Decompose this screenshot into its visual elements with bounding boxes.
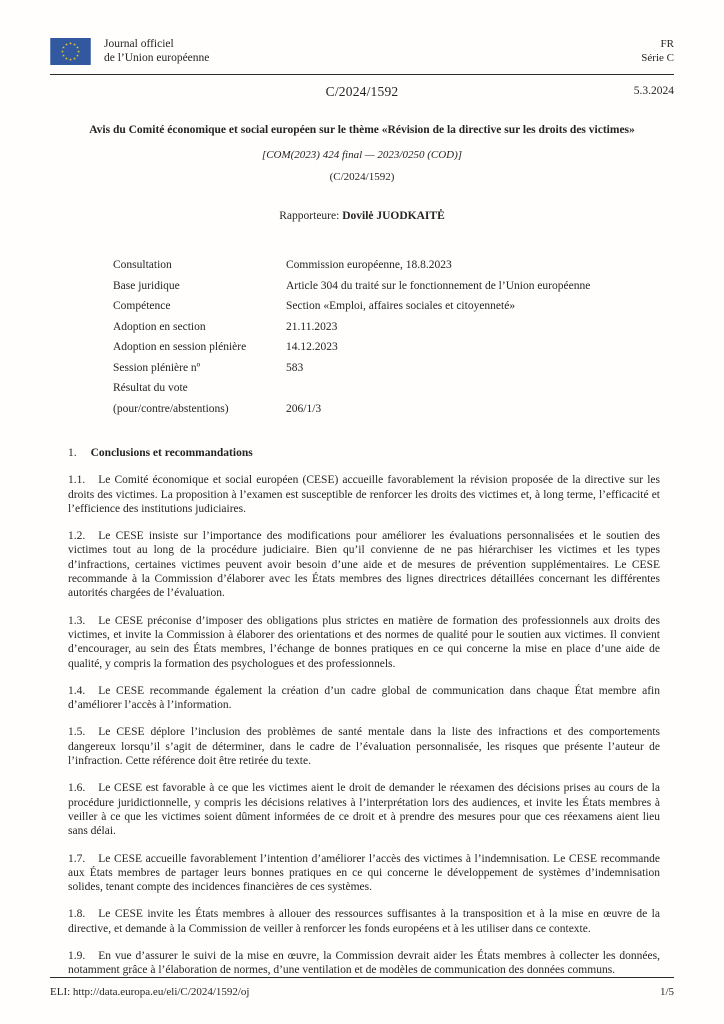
row-label: Compétence [113,300,171,312]
journal-title-line1: Journal officiel [104,38,174,50]
paragraph-number: 1.9. [68,950,86,963]
header-rule [50,74,674,75]
paragraph-text: Le CESE insiste sur l’importance des modifications pour améliorer les évaluations personnalisées et le soutien des victimes tout au long de la procédure judiciaire. Bien qu’il convienne de ne pas hiérarchiser les victimes et les types d’infractions, certaines victimes peuvent avoir besoin d’une aide et de mesures de prévention supplémentaires. Le CESE recommande à la Commission d’élaborer avec les États membres des lignes directrices détaillées concernant les différentes autorités chargées de l’évaluation. [68,530,660,600]
series-label: Série C [641,51,674,64]
table-row [113,276,674,297]
row-label: Adoption en section [113,320,206,333]
paragraph-1-9 [68,949,660,978]
row-value: 206/1/3 [286,402,322,415]
language-code: FR [660,38,674,50]
paragraph-text: Le CESE invite les États membres à allouer des ressources suffisantes à la transposition et à la mise en œuvre de la directive, et demande à la Commission de veiller à renforcer les fonds européens et à les utiliser dans ce contexte. [68,908,660,935]
table-row [113,255,674,276]
journal-title-line2: de l’Union européenne [104,51,210,64]
paragraph-1-5 [68,725,660,768]
row-value: Article 304 du traité sur le fonctionnement de l’Union européenne [286,279,591,292]
row-value [286,378,674,399]
table-row [113,317,674,338]
row-value: 583 [286,361,304,374]
paragraph-1-1 [68,473,660,516]
language-series [641,38,674,65]
section-title: Conclusions et recommandations [90,447,253,459]
paragraph-1-3 [68,614,660,671]
row-label: (pour/contre/abstentions) [113,402,229,415]
journal-title [104,38,209,65]
row-label: Adoption en session plénière [113,341,247,353]
paragraph-text: Le CESE accueille favorablement l’intention d’améliorer l’accès des victimes à l’indemnisation. Le CESE recommande aux États membres de partager leurs bonnes pratiques en ce qui concerne le développement de systèmes d’indemnisation solides, tenant compte des incidences financières de ces systèmes. [68,852,660,894]
journal-header [50,0,674,65]
paragraph-number: 1.4. [68,684,86,697]
paragraph-number: 1.6. [68,782,86,795]
com-reference: [COM(2023) 424 final — 2023/0250 (COD)] [261,149,463,161]
paragraph-number: 1.2. [68,530,86,543]
paragraph-text: Le CESE déplore l’inclusion des problèmes de santé mentale dans la liste des infractions et des comportements dangereux lorsqu’il s’agit de déterminer, dans le cadre de l’évaluation personnalisée, les risques que présente l’auteur de l’infraction. Cette référence doit être retirée du texte. [68,726,660,768]
section-heading [68,446,660,460]
paragraph-number: 1.1. [68,474,86,487]
table-row [113,358,674,379]
eu-flag-icon [50,38,91,65]
paragraph-number: 1.7. [68,852,86,865]
paragraph-1-8 [68,907,660,936]
row-label: Résultat du vote [113,382,188,394]
eli-link[interactable]: ELI: http://data.europa.eu/eli/C/2024/1592/oj [50,986,250,998]
masthead [50,84,674,104]
row-label: Session plénière nº [113,361,201,374]
rapporteur-name: Dovilė JUODKAITĖ [342,210,445,222]
paragraph-1-4 [68,684,660,713]
paragraph-text: Le Comité économique et social européen (CESE) accueille favorablement la révision proposée de la directive sur les droits des victimes. La proposition à l’examen est susceptible de renforcer les droits des victimes et, à long terme, l’efficacité et l’efficience des institutions judiciaires. [68,474,660,515]
paragraph-text: Le CESE préconise d’imposer des obligations plus strictes en matière de formation des professionnels aux droits des victimes, et invite la Commission à élaborer des orientations et des normes de qualité pour le soutien aux victimes. Il convient d’encourager, au sein des États membres, l’échange de bonnes pratiques en ce qui concerne la mise en place d’une aide de qualité, y compris la formation des psychologues et des professionnels. [68,614,660,670]
publication-date: 5.3.2024 [633,85,674,97]
paragraph-number: 1.5. [68,726,86,739]
procedure-info-table [113,255,674,419]
paragraph-text: En vue d’assurer le suivi de la mise en œuvre, la Commission devrait aider les États membres à collecter les données, notamment grâce à l’élaboration de normes, d’une ventilation et de modèles de communication des données communs. [68,950,660,977]
rapporteur-line [50,210,674,222]
paragraph-1-7 [68,852,660,895]
row-value: 21.11.2023 [286,320,338,333]
row-value: Section «Emploi, affaires sociales et citoyenneté» [286,300,516,312]
document-number: C/2024/1592 [325,84,399,99]
section-number: 1. [68,447,77,459]
paragraph-text: Le CESE est favorable à ce que les victimes aient le droit de demander le réexamen des décisions prises au cours de la procédure juridictionnelle, y compris les décisions relatives à l’interprétation lors des audiences, et invite les États membres à veiller à ce que les victimes soient dûment informées de ce droit et à prendre des mesures pour que ces réexamens aient lieu sans délai. [68,782,660,838]
rapporteur-label: Rapporteure: [279,210,340,222]
page-number: 1/5 [659,986,674,998]
opinion-title: Avis du Comité économique et social européen sur le thème «Révision de la directive sur les droits des victimes» [89,124,635,136]
table-row [113,378,674,399]
table-row [113,399,674,420]
table-row [113,296,674,317]
paragraph-1-6 [68,781,660,838]
paragraph-number: 1.3. [68,614,86,627]
page-footer [50,977,674,998]
paragraph-1-2 [68,529,660,600]
table-row [113,337,674,358]
row-label: Consultation [113,259,172,271]
celex-reference: (C/2024/1592) [329,171,395,183]
row-label: Base juridique [113,279,180,292]
paragraph-text: Le CESE recommande également la création d’un cadre global de communication dans chaque État membre afin d’améliorer l’accès à l’information. [68,684,660,712]
paragraph-number: 1.8. [68,908,86,921]
row-value: Commission européenne, 18.8.2023 [286,259,452,271]
row-value: 14.12.2023 [286,341,338,353]
